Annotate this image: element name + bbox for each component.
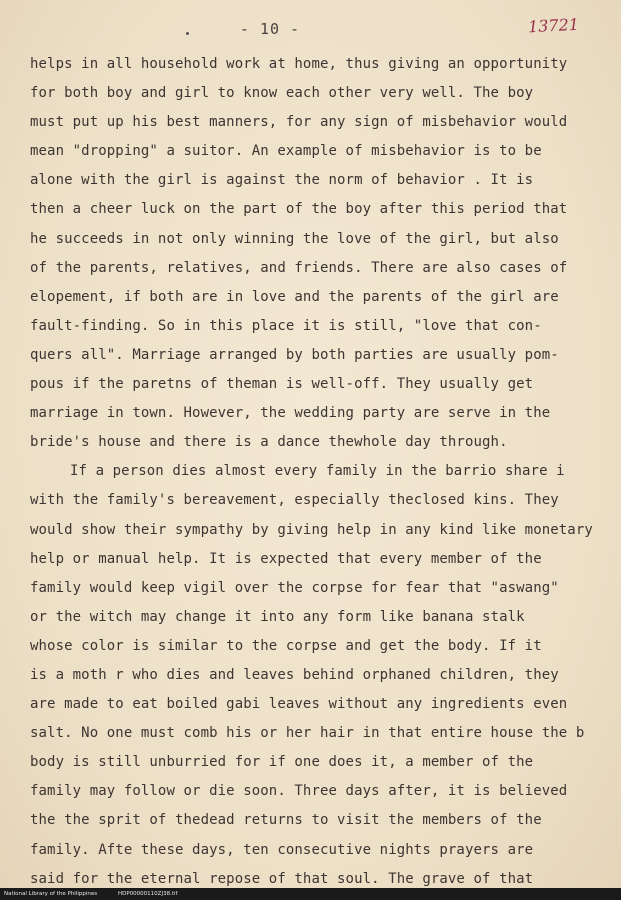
footer-file-id: HDP00000110ZJ38.tif (118, 891, 178, 897)
text-line: quers all". Marriage arranged by both parties are usually pom- (30, 346, 559, 363)
text-line: family. Afte these days, ten consecutive nights prayers are (30, 841, 534, 858)
text-line: said for the eternal repose of that soul. The grave of that (30, 870, 534, 887)
text-line: alone with the girl is against the norm of behavior . It is (30, 172, 534, 189)
text-line: with the family's bereavement, especially theclosed kins. They (30, 492, 559, 509)
text-line: mean "dropping" a suitor. An example of misbehavior is to be (30, 143, 542, 160)
page-number: - 10 - (239, 20, 301, 38)
text-line: is a moth r who dies and leaves behind orphaned children, they (30, 666, 559, 683)
handwritten-reference-number: 13721 (527, 14, 580, 37)
text-line: the the sprit of thedead returns to visit the members of the (30, 812, 542, 829)
text-line: elopement, if both are in love and the parents of the girl are (30, 288, 559, 305)
text-line: must put up his best manners, for any sign of misbehavior would (30, 114, 568, 131)
text-line: then a cheer luck on the part of the boy after this period that (30, 201, 568, 218)
text-line: are made to eat boiled gabi leaves without any ingredients even (30, 696, 568, 713)
text-line: marriage in town. However, the wedding party are serve in the (30, 405, 551, 422)
text-line: help or manual help. It is expected that every member of the (30, 550, 542, 567)
text-line: whose color is similar to the corpse and get the body. If it (30, 637, 542, 654)
footer-institution: National Library of the Philippines (4, 891, 98, 897)
scan-footer-bar (0, 888, 621, 900)
text-line: fault-finding. So in this place it is still, "love that con- (30, 317, 542, 334)
text-line: body is still unburried for if one does it, a member of the (30, 754, 534, 771)
text-line: pous if the paretns of theman is well-off. They usually get (30, 376, 534, 393)
text-line: for both boy and girl to know each other very well. The boy (30, 85, 534, 102)
text-line: or the witch may change it into any form like banana stalk (30, 608, 525, 625)
typewritten-body (30, 50, 610, 894)
text-line: family may follow or die soon. Three days after, it is believed (30, 783, 568, 800)
text-line: family would keep vigil over the corpse for fear that "aswang" (30, 579, 559, 596)
text-line: bride's house and there is a dance thewhole day through. (30, 434, 508, 451)
ink-dot (186, 32, 189, 35)
text-line: would show their sympathy by giving help in any kind like monetary (30, 521, 593, 538)
text-line: he succeeds in not only winning the love of the girl, but also (30, 230, 559, 247)
text-line: salt. No one must comb his or her hair in that entire house the b (30, 725, 585, 742)
text-line: of the parents, relatives, and friends. There are also cases of (30, 259, 568, 276)
text-line: helps in all household work at home, thus giving an opportunity (30, 56, 568, 72)
text-line: If a person dies almost every family in the barrio share i (70, 463, 565, 480)
